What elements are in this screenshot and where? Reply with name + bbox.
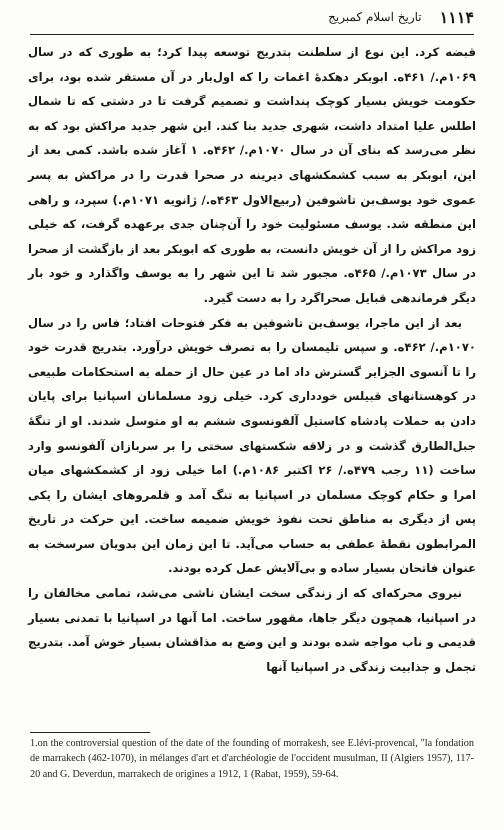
- footnote-divider: [30, 732, 150, 733]
- running-title: تاریخ اسلام کمبریج: [328, 10, 422, 24]
- paragraph-2: بعد از این ماجرا، یوسف‌بن تاشوفین به فکر فتوحات افتاد؛ فاس را در سال ۱۰۷۰م./ ۴۶۲ه. و سپس تلیمسان را به تصرف خویش درآورد. بتدریج قدرت خود را تا آنسوی الجزایر گسترش داد اما در عین حال از حمله به استحکامات طبیعی در کوهستانهای قبیلس خودداری کرد. خیلی زود مسلمانان اسپانیا برای پایان دادن به حملات پادشاه کاستیل آلفونسوی ششم به او متوسل شدند. او از تنگهٔ جبل‌الطارق گذشت و در زلاقه شکستهای سختی را بر سربازان آلفونسو وارد ساخت (۱۱ رجب ۴۷۹ه./ ۲۶ اکتبر ۱۰۸۶م.) اما خیلی زود از کشمکشهای میان امرا و حکام کوچک مسلمان در اسپانیا به تنگ آمد و قلمروهای ایشان را یکی پس از دیگری به مناطق تحت نفوذ خویش ضمیمه ساخت. این حرکت در تاریخ المرابطون نقطهٔ عطفی به حساب می‌آید. تا این زمان این بدویان سرسخت به عنوان فاتحان بسیار ساده و بی‌آلایش عمل کرده بودند.: [28, 315, 476, 576]
- paragraph-1: قبضه کرد. این نوع از سلطنت بتدریج توسعه پیدا کرد؛ به طوری که در سال ۱۰۶۹م./ ۴۶۱ه. ابوبکر دهکدهٔ اغمات را که اول‌بار در آن مستقر شده بود، برای حکومت خویش بسیار کوچک پنداشت و تصمیم گرفت تا در دشتی که تا شمال اطلس علیا امتداد داشت، شهری جدید بنا کند. این شهر جدید مراکش بود که به نظر می‌رسد که بنای آن در سال ۱۰۷۰م./ ۴۶۲ه. ۱ آغاز شده باشد. کمی بعد از این، ابوبکر به سبب کشمکشهای دیرینه در صحرا قدرت را در مراکش به پسر عموی خود یوسف‌بن تاشوفین (ربیع‌الاول ۴۶۳ه./ ژانویه ۱۰۷۱م.) سپرد، و راهی این منطقه شد. یوسف مسئولیت خود را آن‌چنان جدی برعهده گرفت، که خیلی زود مراکش را از آن خویش دانست، به طوری که ابوبکر بعد از بازگشت از صحرا در سال ۱۰۷۳م./ ۴۶۵ه. مجبور شد تا این شهر را به یوسف واگذارد و خود بار دیگر فرماندهی قبایل صحراگرد را به دست گیرد.: [28, 45, 476, 305]
- main-text: [28, 40, 476, 679]
- page-number: ۱۱۱۴: [439, 7, 474, 27]
- footnote: 1.on the controversial question of the date of the founding of morrakesh, see E.lévi-provencal, "la fondation de marrakech (462-1070), in mélanges d'art et d'archéologie de l'occident musulman, II (Algiers 1957), 117-20 and G. Deverdun, marrakech de origines a 1912, 1 (Rabat, 1959), 59-64.: [30, 738, 474, 780]
- page-header: [30, 4, 474, 30]
- header-divider: [30, 34, 474, 35]
- paragraph-3: نیروی محرکه‌ای که از زندگی سخت ایشان ناشی می‌شد، تمامی مخالفان را در اسپانیا، همچون دیگر جاها، مقهور ساخت. اما آنها در اسپانیا با تمدنی بسیار قدیمی و ناب مواجه شده بودند و این وضع به مذاقشان بسیار خوش آمد. بتدریج تجمل و جذابیت زندگی در اسپانیا آنها: [28, 586, 476, 674]
